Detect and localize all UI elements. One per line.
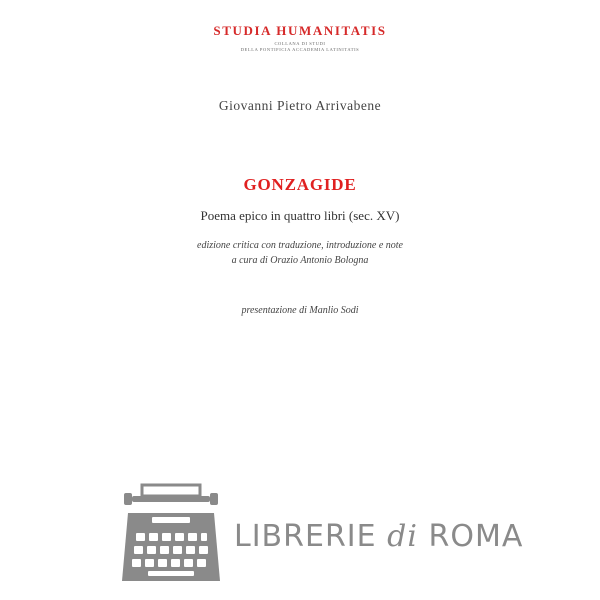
presentation-note: presentazione di Manlio Sodi bbox=[241, 305, 359, 316]
watermark bbox=[118, 483, 523, 589]
watermark-text bbox=[234, 519, 523, 554]
watermark-text-part-2: di bbox=[387, 518, 418, 554]
book-title: GONZAGIDE bbox=[243, 175, 357, 194]
series-subtitle-line-2: DELLA PONTIFICIA ACCADEMIA LATINITATIS bbox=[240, 47, 360, 52]
watermark-text-part-1: LIBRERIE bbox=[234, 518, 388, 554]
typewriter-icon bbox=[118, 483, 224, 589]
edition-note-line-2: a cura di Orazio Antonio Bologna bbox=[231, 255, 369, 266]
author-name: Giovanni Pietro Arrivabene bbox=[218, 98, 382, 113]
edition-note-line-1: edizione critica con traduzione, introduzione e note bbox=[197, 240, 403, 251]
series-subtitle-line-1: COLLANA DI STUDI bbox=[274, 41, 326, 46]
series-title: STUDIA HUMANITATIS bbox=[213, 23, 387, 38]
watermark-text-part-3: ROMA bbox=[417, 518, 524, 554]
book-subtitle: Poema epico in quattro libri (sec. XV) bbox=[200, 208, 400, 223]
